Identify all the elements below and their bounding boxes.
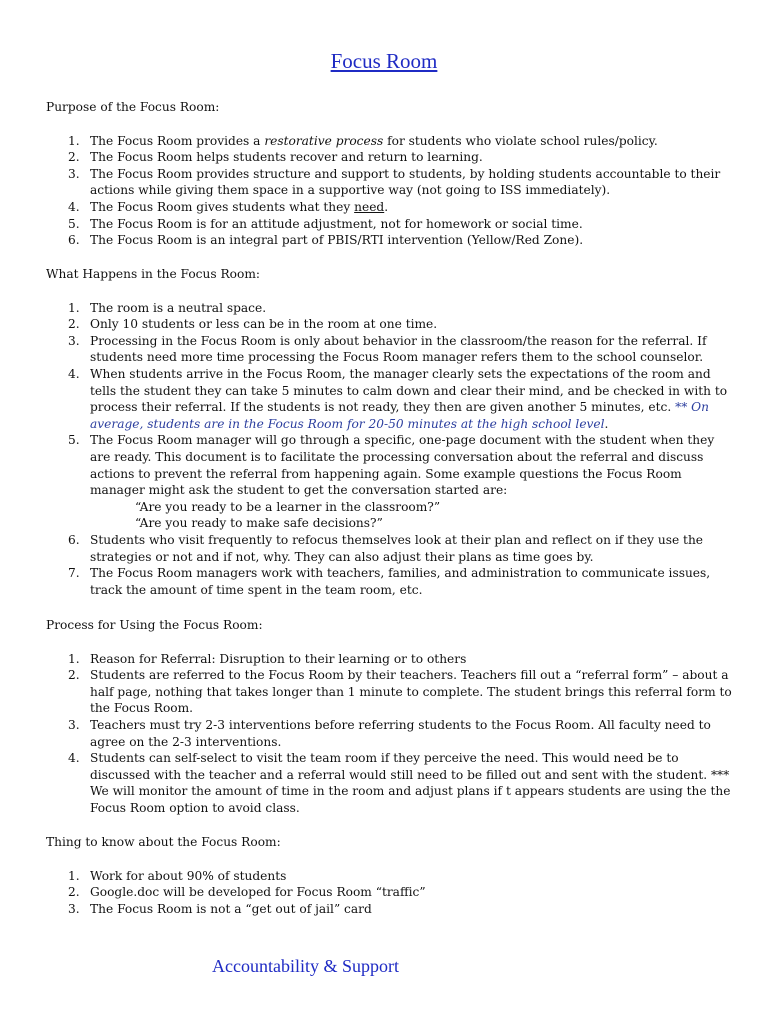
section-things-to-know xyxy=(46,834,736,917)
underlined-text: need xyxy=(354,199,385,214)
list-item: 3. The Focus Room is not a “get out of jail” card xyxy=(68,901,372,916)
section-heading: What Happens in the Focus Room: xyxy=(46,267,261,281)
list-item: 6. The Focus Room is an integral part of PBIS/RTI intervention (Yellow/Red Zone). xyxy=(68,233,584,248)
section-heading: Purpose of the Focus Room: xyxy=(46,100,220,114)
emphasis-text: restorative process xyxy=(264,133,384,148)
process-list xyxy=(46,651,736,817)
list-item: 4. The Focus Room gives students what they need. xyxy=(68,199,389,214)
list-item: 4. When students arrive in the Focus Room, the manager clearly sets the expectations of the room and tells the student they can take 5 minutes to calm down and clear their mind, and be checked in with to process their referral. If the students is not ready, they then are given another 5 minutes, etc. ** On average, students are in the Focus Room for 20-50 minutes at the high school level. xyxy=(68,366,728,431)
purpose-list xyxy=(46,133,736,249)
list-item: 1. Work for about 90% of students xyxy=(68,868,287,883)
list-item: 1. The Focus Room provides a restorative process for students who violate school rules/policy. xyxy=(68,133,658,148)
list-item: 5. The Focus Room is for an attitude adjustment, not for homework or social time. xyxy=(68,216,583,231)
list-item: 2. The Focus Room helps students recover and return to learning. xyxy=(68,150,483,165)
list-item: 4. Students can self-select to visit the team room if they perceive the need. This would need be to discussed with the teacher and a referral would still need to be filled out and sent with the student. *** We will monitor the amount of time in the room and adjust plans if t appears students are using the the Focus Room option to avoid class. xyxy=(68,751,731,815)
list-item: 3. Teachers must try 2-3 interventions before referring students to the Focus Room. All faculty need to agree on the 2-3 interventions. xyxy=(68,717,711,749)
list-item: 1. The room is a neutral space. xyxy=(68,300,267,315)
list-item: 2. Students are referred to the Focus Room by their teachers. Teachers fill out a “referral form” – about a half page, nothing that takes longer than 1 minute to complete. The student brings this referral form to the Focus Room. xyxy=(68,668,732,716)
list-item: 3. The Focus Room provides structure and support to students, by holding students accountable to their actions while giving them space in a supportive way (not going to ISS immediately). xyxy=(68,166,721,198)
list-item: 1. Reason for Referral: Disruption to their learning or to others xyxy=(68,651,467,666)
list-item: 7. The Focus Room managers work with teachers, families, and administration to communicate issues, track the amount of time spent in the team room, etc. xyxy=(68,566,711,597)
example-question: “Are you ready to be a learner in the classroom?” xyxy=(135,499,441,514)
list-item: 5. The Focus Room manager will go through a specific, one-page document with the student when they are ready. This document is to facilitate the processing conversation about the referral and discuss actions to prevent the referral from happening again. Some example questions the Focus Room manager might ask the student to get the conversation started are: “Are you ready to be a learner in the classroom?” “Are you ready to make safe decisions?” xyxy=(46,432,736,532)
list-item: 6. Students who visit frequently to refocus themselves look at their plan and reflect on if they use the strategies or not and if not, why. They can also adjust their plans as time goes by. xyxy=(68,532,704,564)
example-question: “Are you ready to make safe decisions?” xyxy=(135,516,383,531)
things-list xyxy=(46,868,736,918)
section-heading: Process for Using the Focus Room: xyxy=(46,618,263,632)
what-happens-list xyxy=(46,300,736,599)
section-purpose xyxy=(46,99,736,249)
note-text: ** On average, students are in the Focus Room for 20-50 minutes at the high school level xyxy=(90,400,709,431)
section-what-happens xyxy=(46,266,736,598)
section-heading: Thing to know about the Focus Room: xyxy=(46,835,281,849)
list-item: 2. Only 10 students or less can be in the room at one time. xyxy=(68,317,438,332)
section-process xyxy=(46,617,736,817)
footer-tagline: Accountability & Support xyxy=(212,956,399,976)
list-item: 2. Google.doc will be developed for Focus Room “traffic” xyxy=(68,885,426,900)
page-title: Focus Room xyxy=(330,49,438,73)
list-item: 3. Processing in the Focus Room is only about behavior in the classroom/the reason for the referral. If students need more time processing the Focus Room manager refers them to the school counselor. xyxy=(68,333,707,365)
